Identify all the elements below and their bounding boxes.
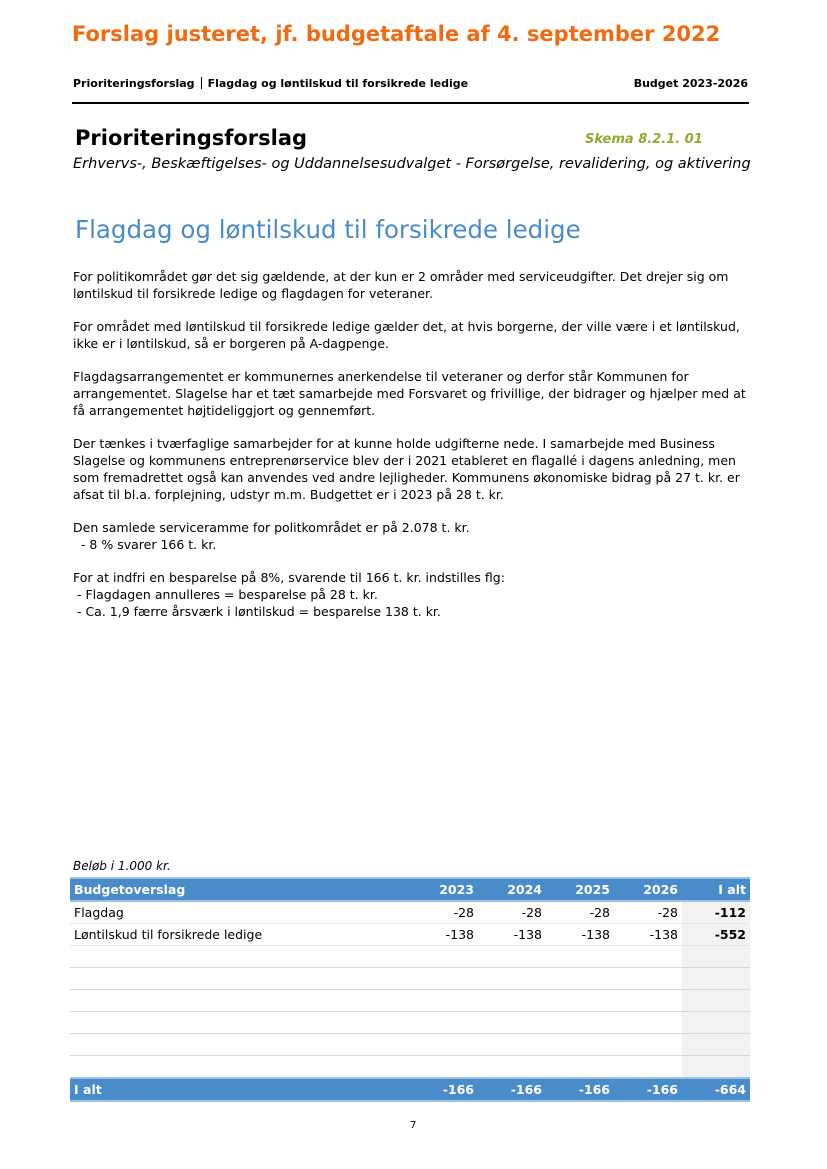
header-separator [201, 77, 202, 89]
row-value-2026: -138 [614, 924, 682, 946]
page-number: 7 [410, 1120, 417, 1131]
header-doc-title: Flagdag og løntilskud til forsikrede ledige [207, 77, 469, 90]
paragraph-flag-day: Flagdagsarrangementet er kommunernes anerkendelse til veteraner og derfor står Kommunen for arrangementet. Slagelse har et tæt samarbejde med Forsvaret og frivillige, der bidrager og hjælper med at få arrangementet højtideliggjort og gennemført. [73, 369, 746, 418]
grand-total: -664 [682, 1078, 750, 1101]
paragraph-service-frame [73, 519, 758, 553]
column-header-label: Budgetoverslag [70, 878, 410, 901]
table-row [70, 901, 750, 924]
column-header-2025: 2025 [546, 878, 614, 901]
running-header-budget-period: Budget 2023-2026 [633, 77, 748, 90]
row-value-2025: -138 [546, 924, 614, 946]
column-header-total: I alt [682, 878, 750, 901]
column-header-2023: 2023 [410, 878, 478, 901]
column-header-2024: 2024 [478, 878, 546, 901]
row-value-2026: -28 [614, 901, 682, 924]
budget-table-total-row [70, 1078, 750, 1101]
total-row-label: I alt [70, 1078, 410, 1101]
row-value-2024: -28 [478, 901, 546, 924]
total-2024: -166 [478, 1078, 546, 1101]
row-total: -552 [682, 924, 750, 946]
savings-item-flag-day: - Flagdagen annulleres = besparelse på 28 t. kr. [73, 587, 378, 602]
row-label: Løntilskud til forsikrede ledige [70, 924, 410, 946]
service-frame-percent-line: - 8 % svarer 166 t. kr. [73, 537, 217, 552]
empty-row [70, 990, 750, 1012]
amount-unit-note: Beløb i 1.000 kr. [73, 859, 171, 873]
proposal-body [73, 268, 758, 636]
empty-row [70, 1034, 750, 1056]
schema-reference: Skema 8.2.1. 01 [585, 132, 703, 147]
proposal-title: Flagdag og løntilskud til forsikrede ledige [75, 215, 581, 244]
paragraph-savings [73, 569, 758, 620]
row-value-2024: -138 [478, 924, 546, 946]
row-value-2023: -28 [410, 901, 478, 924]
row-value-2025: -28 [546, 901, 614, 924]
table-row [70, 924, 750, 946]
paragraph-wage-subsidy: For området med løntilskud til forsikrede ledige gælder det, at hvis borgerne, der ville være i et løntilskud, ikke er i løntilskud, så er borgeren på A-dagpenge. [73, 319, 740, 351]
document-type-heading: Prioriteringsforslag [75, 126, 308, 150]
empty-row [70, 1056, 750, 1079]
total-2025: -166 [546, 1078, 614, 1101]
total-2026: -166 [614, 1078, 682, 1101]
proposal-status-banner: Forslag justeret, jf. budgetaftale af 4. september 2022 [72, 22, 721, 46]
service-frame-line: Den samlede serviceramme for politkområdet er på 2.078 t. kr. [73, 520, 470, 535]
paragraph-collaboration: Der tænkes i tværfaglige samarbejder for at kunne holde udgifterne nede. I samarbejde med Business Slagelse og kommunens entreprenørservice blev der i 2021 etableret en flagallé i dagens anledning, men som fremadrettet også kan anvendes ved andre lejligheder. Kommunens økonomiske bidrag på 27 t. kr. er afsat til bl.a. forplejning, udstyr m.m. Budgettet er i 2023 på 28 t. kr. [73, 436, 740, 502]
column-header-2026: 2026 [614, 878, 682, 901]
running-header-left [73, 77, 468, 90]
budget-table-header-row [70, 878, 750, 901]
empty-row [70, 1012, 750, 1034]
savings-item-wage-subsidy: - Ca. 1,9 færre årsværk i løntilskud = besparelse 138 t. kr. [73, 604, 441, 619]
row-total: -112 [682, 901, 750, 924]
savings-intro-line: For at indfri en besparelse på 8%, svarende til 166 t. kr. indstilles flg: [73, 570, 505, 585]
empty-row [70, 968, 750, 990]
paragraph-service-areas: For politikområdet gør det sig gældende, at der kun er 2 områder med serviceudgifter. Det drejer sig om løntilskud til forsikrede ledige og flagdagen for veteraner. [73, 269, 729, 301]
budget-table [70, 877, 750, 1102]
empty-row [70, 946, 750, 968]
row-value-2023: -138 [410, 924, 478, 946]
header-doc-type: Prioriteringsforslag [73, 77, 195, 90]
total-2023: -166 [410, 1078, 478, 1101]
row-label: Flagdag [70, 901, 410, 924]
header-rule [72, 102, 749, 104]
committee-subtitle: Erhvervs-, Beskæftigelses- og Uddannelsesudvalget - Forsørgelse, revalidering, og aktivering [73, 156, 751, 172]
